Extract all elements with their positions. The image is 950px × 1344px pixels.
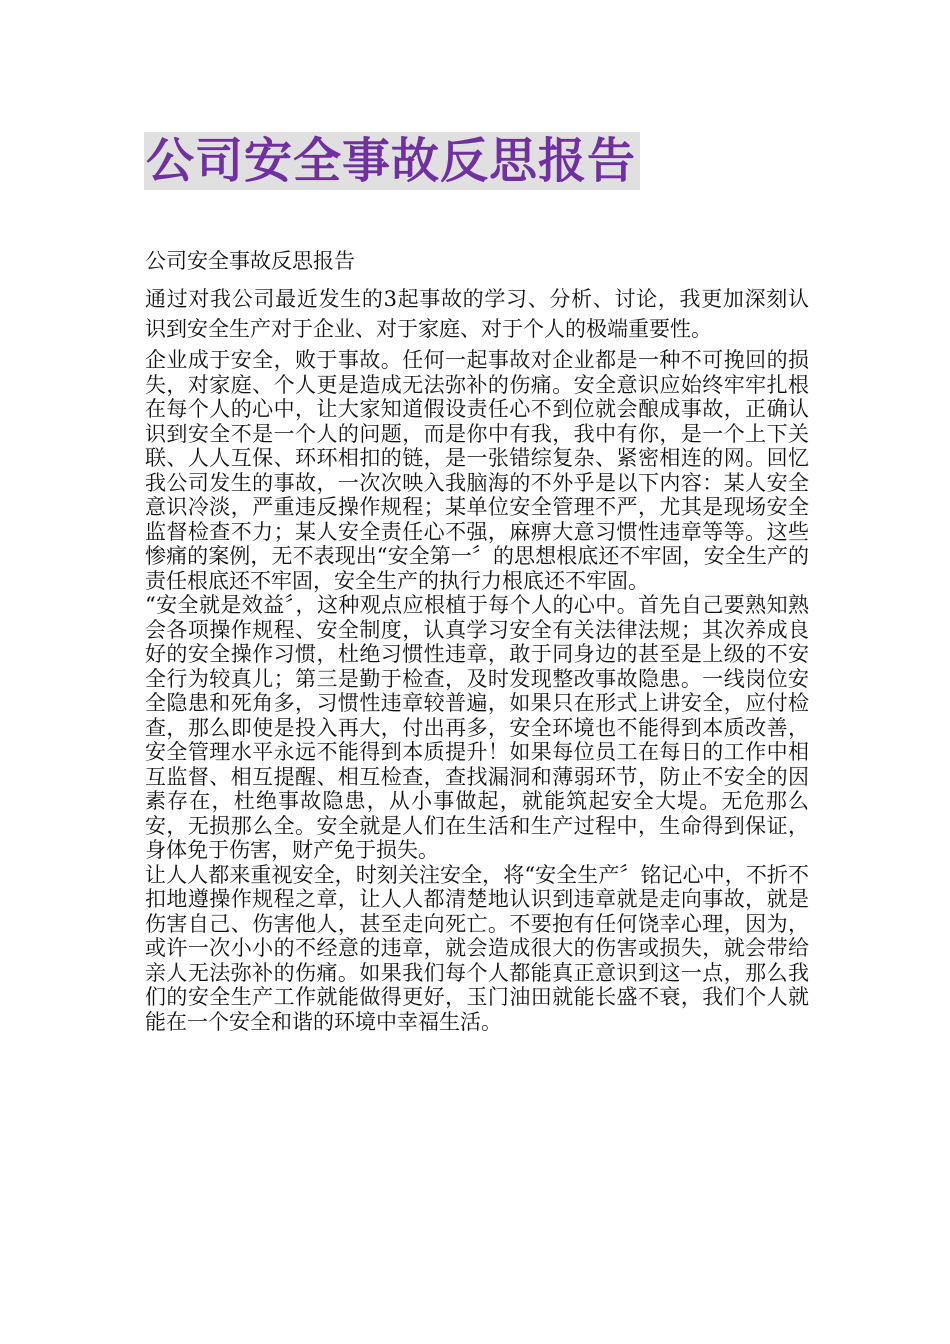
title-highlight [144, 132, 640, 190]
paragraph: 让人人都来重视安全，时刻关注安全，将“安全生产〞铭记心中，不折不扣地遵操作规程之章，让人人都清楚地认识到违章就是走向事故，就是伤害自己、伤害他人，甚至走向死亡。不要抱有任何饶幸心理，因为，或许一次小小的不经意的违章，就会造成很大的伤害或损失，就会带给亲人无法弥补的伤痛。如果我们每个人都能真正意识到这一点，那么我们的安全生产工作就能做得更好，玉门油田就能长盛不衰，我们个人就能在一个安全和谐的环境中幸福生活。 [145, 862, 809, 1034]
document-subtitle: 公司安全事故反思报告 [145, 249, 355, 273]
paragraph: 企业成于安全，败于事故。任何一起事故对企业都是一种不可挽回的损失，对家庭、个人更是造成无法弥补的伤痛。安全意识应始终牢牢扎根在每个人的心中，让大家知道假设责任心不到位就会酿成事故，正确认识到安全不是一个人的问题，而是你中有我，我中有你，是一个上下关联、人人互保、环环相扣的链，是一张错综复杂、紧密相连的网。回忆我公司发生的事故，一次次映入我脑海的不外乎是以下内容：某人安全意识冷淡，严重违反操作规程；某单位安全管理不严，尤其是现场安全监督检查不力；某人安全责任心不强，麻痹大意习惯性违章等等。这些惨痛的案例，无不表现出“安全第一〞的思想根底还不牢固，安全生产的责任根底还不牢固，安全生产的执行力根底还不牢固。 [145, 348, 809, 593]
document-title: 公司安全事故反思报告 [146, 133, 637, 189]
document-body [145, 246, 809, 1034]
paragraph: “安全就是效益〞，这种观点应根植于每个人的心中。首先自己要熟知熟会各项操作规程、安全制度，认真学习安全有关法律法规；其次养成良好的安全操作习惯，杜绝习惯性违章，敢于同身边的甚至是上级的不安全行为较真儿；第三是勤于检查，及时发现整改事故隐患。一线岗位安全隐患和死角多，习惯性违章较普遍，如果只在形式上讲安全，应付检查，那么即使是投入再大，付出再多，安全环境也不能得到本质改善，安全管理水平永远不能得到本质提升！如果每位员工在每日的工作中相互监督、相互提醒、相互检查，查找漏洞和薄弱环节，防止不安全的因素存在，杜绝事故隐患，从小事做起，就能筑起安全大堤。无危那么安，无损那么全。安全就是人们在生活和生产过程中，生命得到保证，身体免于伤害，财产免于损失。 [145, 593, 809, 862]
paragraph: 通过对我公司最近发生的3起事故的学习、分析、讨论，我更加深刻认识到安全生产对于企业、对于家庭、对于个人的极端重要性。 [145, 287, 809, 341]
